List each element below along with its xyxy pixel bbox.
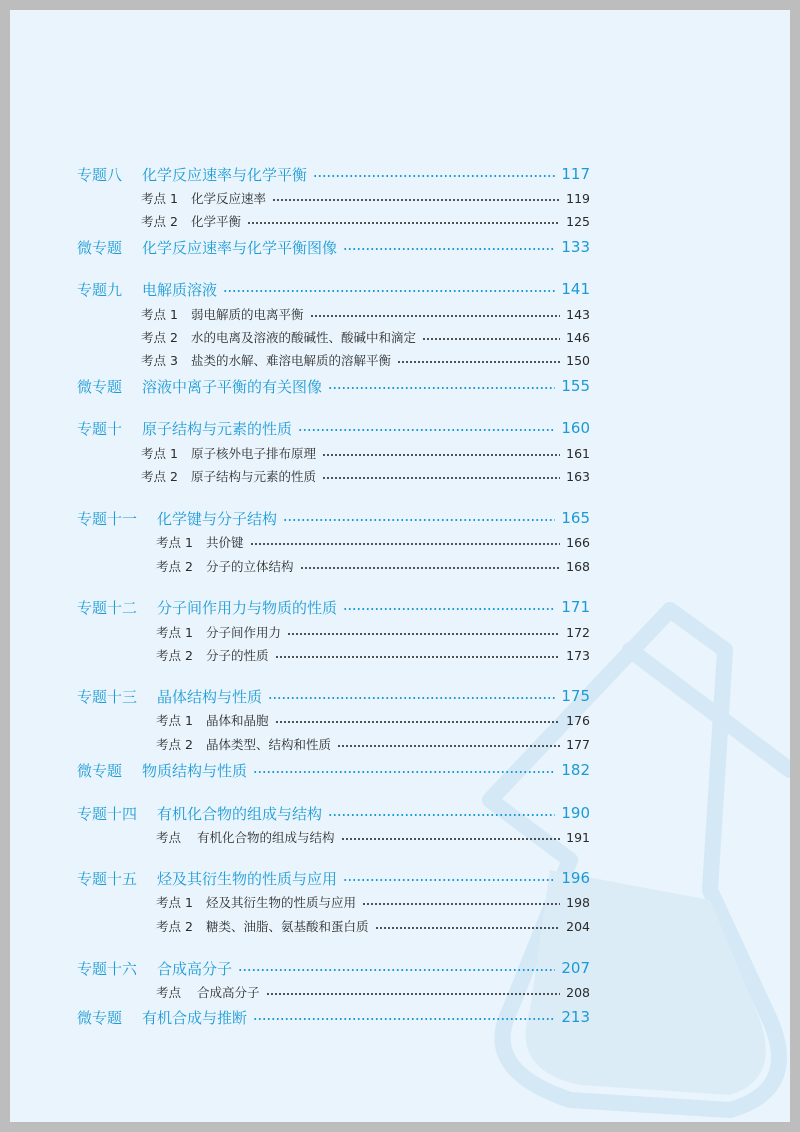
page-number: 176 (566, 712, 590, 728)
toc-section-entry[interactable] (156, 980, 590, 1004)
dot-leader (310, 315, 561, 317)
section-title: 糖类、油脂、氨基酸和蛋白质 (206, 919, 369, 934)
toc-chapter-entry[interactable] (77, 1005, 590, 1029)
dot-leader (300, 567, 561, 569)
toc-section-entry[interactable] (156, 554, 590, 578)
chapter-title: 化学反应速率与化学平衡图像 (142, 238, 338, 257)
dot-leader (422, 338, 560, 340)
page-number: 190 (561, 804, 590, 822)
chapter-label: 专题十六 (77, 959, 138, 978)
page-number: 161 (566, 445, 590, 461)
section-label: 考点 2 (156, 919, 193, 934)
chapter-title: 电解质溶液 (142, 280, 218, 299)
page-number: 208 (566, 984, 590, 1000)
page-number: 204 (566, 918, 590, 934)
page-number: 198 (566, 894, 590, 910)
dot-leader (343, 879, 555, 881)
section-label: 考点 2 (156, 737, 193, 752)
section-label: 考点 2 (141, 469, 178, 484)
page-number: 172 (566, 624, 590, 640)
section-title: 弱电解质的电离平衡 (191, 307, 304, 322)
page-number: 207 (561, 959, 590, 977)
chapter-label: 专题十二 (77, 598, 138, 617)
toc-section-entry[interactable] (141, 325, 590, 349)
toc-section-entry[interactable] (156, 914, 590, 938)
page-number: 175 (561, 687, 590, 705)
toc-chapter-entry[interactable] (77, 595, 590, 619)
section-label: 考点 2 (156, 559, 193, 574)
dot-leader (253, 1018, 555, 1020)
section-title: 晶体和晶胞 (206, 713, 269, 728)
toc-chapter-entry[interactable] (77, 506, 590, 530)
page-number: 141 (561, 280, 590, 298)
page-number: 146 (566, 329, 590, 345)
dot-leader (322, 454, 560, 456)
dot-leader (343, 248, 555, 250)
dot-leader (283, 519, 555, 521)
chapter-label: 微专题 (77, 377, 123, 396)
toc-section-entry[interactable] (156, 890, 590, 914)
toc-chapter-entry[interactable] (77, 801, 590, 825)
dot-leader (272, 199, 560, 201)
toc-chapter-entry[interactable] (77, 162, 590, 186)
section-label: 考点 1 (156, 713, 193, 728)
chapter-label: 专题十三 (77, 687, 138, 706)
page-number: 173 (566, 647, 590, 663)
dot-leader (250, 543, 561, 545)
page-number: 171 (561, 598, 590, 616)
section-label: 考点 2 (156, 648, 193, 663)
dot-leader (287, 633, 560, 635)
dot-leader (298, 429, 555, 431)
section-title: 分子间作用力 (206, 625, 282, 640)
toc-section-entry[interactable] (156, 825, 590, 849)
toc-page (10, 10, 790, 1122)
section-label: 考点 2 (141, 330, 178, 345)
toc-chapter-entry[interactable] (77, 235, 590, 259)
page-number: 133 (561, 238, 590, 256)
page-number: 143 (566, 306, 590, 322)
section-label: 考点 1 (156, 625, 193, 640)
toc-chapter-entry[interactable] (77, 277, 590, 301)
toc-chapter-entry[interactable] (77, 956, 590, 980)
page-number: 168 (566, 558, 590, 574)
chapter-title: 分子间作用力与物质的性质 (157, 598, 338, 617)
section-title: 烃及其衍生物的性质与应用 (206, 895, 357, 910)
page-number: 117 (561, 165, 590, 183)
chapter-label: 专题十五 (77, 869, 138, 888)
section-title: 原子结构与元素的性质 (191, 469, 317, 484)
chapter-label: 专题十 (77, 419, 123, 438)
section-label: 考点 1 (141, 191, 178, 206)
toc-section-entry[interactable] (156, 732, 590, 756)
chapter-label: 微专题 (77, 761, 123, 780)
toc-section-entry[interactable] (156, 643, 590, 667)
section-label: 考点 (156, 830, 182, 845)
dot-leader (266, 993, 561, 995)
page-number: 191 (566, 829, 590, 845)
toc-section-entry[interactable] (156, 620, 590, 644)
page-number: 177 (566, 736, 590, 752)
toc-section-entry[interactable] (141, 209, 590, 233)
dot-leader (275, 721, 561, 723)
section-title: 化学反应速率 (191, 191, 267, 206)
section-title: 合成高分子 (197, 985, 260, 1000)
dot-leader (275, 656, 561, 658)
section-label: 考点 1 (156, 535, 193, 550)
section-title: 水的电离及溶液的酸碱性、酸碱中和滴定 (191, 330, 417, 345)
dot-leader (253, 771, 555, 773)
dot-leader (223, 290, 555, 292)
dot-leader (397, 361, 560, 363)
chapter-title: 合成高分子 (157, 959, 233, 978)
dot-leader (328, 387, 555, 389)
section-label: 考点 1 (141, 446, 178, 461)
toc-section-entry[interactable] (141, 441, 590, 465)
dot-leader (328, 814, 555, 816)
chapter-title: 原子结构与元素的性质 (142, 419, 293, 438)
table-of-contents (10, 10, 790, 1122)
chapter-title: 物质结构与性质 (142, 761, 248, 780)
chapter-title: 烃及其衍生物的性质与应用 (157, 869, 338, 888)
chapter-title: 晶体结构与性质 (157, 687, 263, 706)
section-label: 考点 3 (141, 353, 178, 368)
dot-leader (337, 745, 560, 747)
chapter-label: 专题十四 (77, 804, 138, 823)
page-number: 213 (561, 1008, 590, 1026)
dot-leader (247, 222, 560, 224)
dot-leader (375, 927, 561, 929)
section-label: 考点 (156, 985, 182, 1000)
dot-leader (341, 838, 561, 840)
page-number: 166 (566, 534, 590, 550)
section-title: 化学平衡 (191, 214, 242, 229)
dot-leader (238, 969, 555, 971)
page-number: 165 (561, 509, 590, 527)
chapter-title: 化学反应速率与化学平衡 (142, 165, 308, 184)
page-number: 182 (561, 761, 590, 779)
chapter-title: 化学键与分子结构 (157, 509, 278, 528)
toc-chapter-entry[interactable] (77, 416, 590, 440)
section-title: 原子核外电子排布原理 (191, 446, 317, 461)
page-number: 163 (566, 468, 590, 484)
section-title: 分子的性质 (206, 648, 269, 663)
toc-section-entry[interactable] (141, 186, 590, 210)
toc-chapter-entry[interactable] (77, 758, 590, 782)
section-title: 有机化合物的组成与结构 (197, 830, 335, 845)
dot-leader (322, 477, 560, 479)
page-number: 155 (561, 377, 590, 395)
section-label: 考点 1 (156, 895, 193, 910)
section-label: 考点 1 (141, 307, 178, 322)
chapter-title: 有机化合物的组成与结构 (157, 804, 323, 823)
section-title: 共价键 (206, 535, 244, 550)
toc-chapter-entry[interactable] (77, 684, 590, 708)
section-label: 考点 2 (141, 214, 178, 229)
chapter-title: 溶液中离子平衡的有关图像 (142, 377, 323, 396)
dot-leader (343, 608, 555, 610)
page-number: 196 (561, 869, 590, 887)
toc-section-entry[interactable] (156, 530, 590, 554)
toc-section-entry[interactable] (141, 302, 590, 326)
chapter-label: 专题九 (77, 280, 123, 299)
toc-section-entry[interactable] (141, 348, 590, 372)
page-number: 150 (566, 352, 590, 368)
toc-chapter-entry[interactable] (77, 866, 590, 890)
chapter-label: 专题十一 (77, 509, 138, 528)
page-number: 160 (561, 419, 590, 437)
chapter-label: 微专题 (77, 1008, 123, 1027)
dot-leader (313, 175, 555, 177)
page-number: 119 (566, 190, 590, 206)
page-number: 125 (566, 213, 590, 229)
dot-leader (362, 903, 560, 905)
section-title: 晶体类型、结构和性质 (206, 737, 332, 752)
dot-leader (268, 697, 555, 699)
chapter-title: 有机合成与推断 (142, 1008, 248, 1027)
chapter-label: 微专题 (77, 238, 123, 257)
section-title: 分子的立体结构 (206, 559, 294, 574)
chapter-label: 专题八 (77, 165, 123, 184)
toc-section-entry[interactable] (156, 708, 590, 732)
toc-chapter-entry[interactable] (77, 374, 590, 398)
toc-section-entry[interactable] (141, 464, 590, 488)
section-title: 盐类的水解、难溶电解质的溶解平衡 (191, 353, 392, 368)
